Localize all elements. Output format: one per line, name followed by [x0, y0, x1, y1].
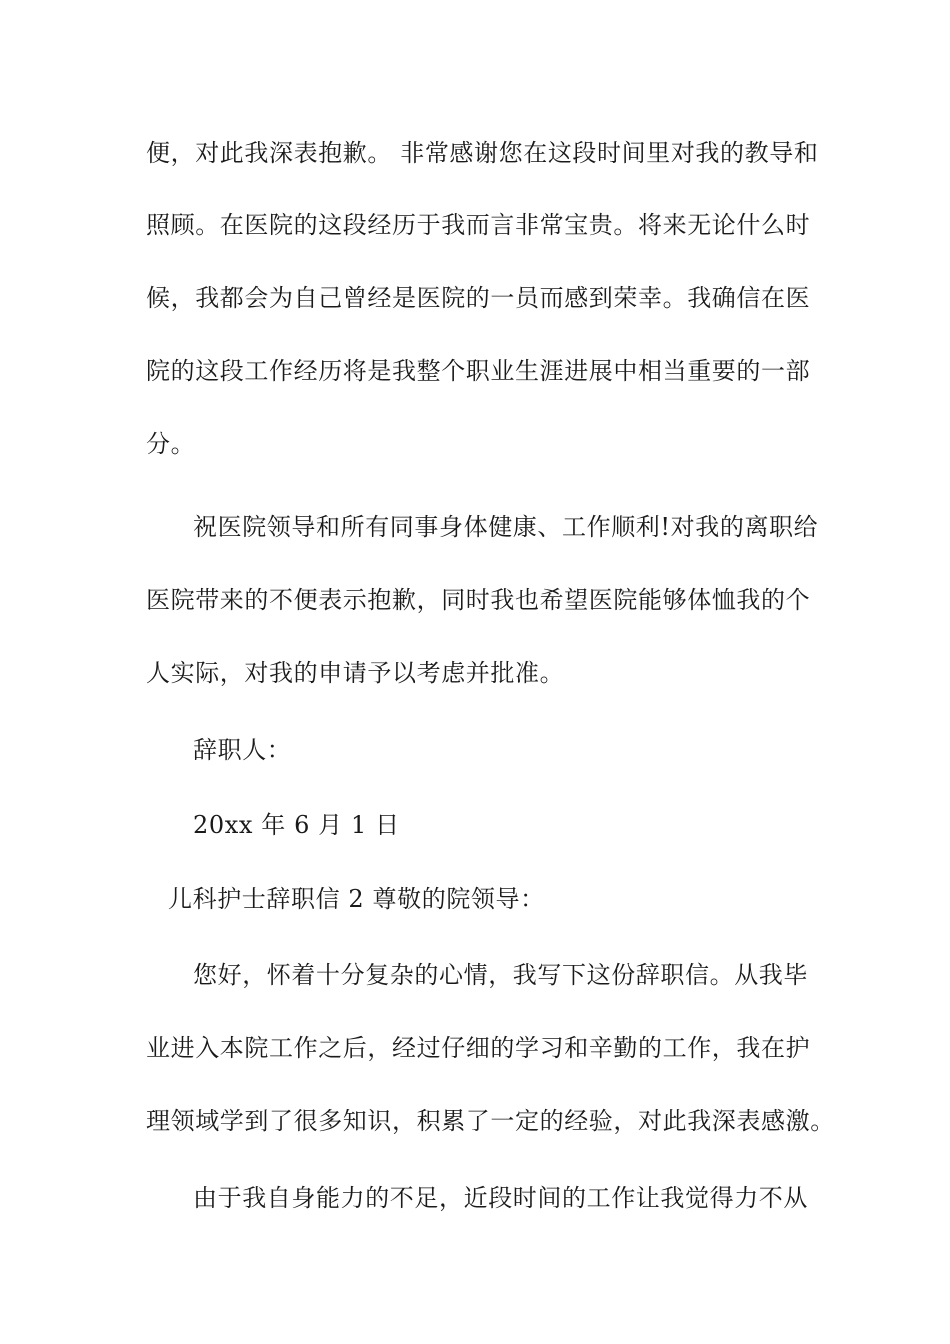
letter-heading: 儿科护士辞职信 2 尊敬的院领导： — [168, 885, 545, 913]
paragraph-line: 理领域学到了很多知识，积累了一定的经验，对此我深表感激。 — [146, 1107, 835, 1135]
paragraph-line: 由于我自身能力的不足，近段时间的工作让我觉得力不从 — [193, 1184, 808, 1212]
paragraph-line: 业进入本院工作之后，经过仔细的学习和辛勤的工作，我在护 — [146, 1034, 811, 1062]
paragraph-line: 祝医院领导和所有同事身体健康、工作顺利!对我的离职给 — [193, 513, 819, 541]
paragraph-line: 照顾。在医院的这段经历于我而言非常宝贵。将来无论什么时 — [146, 211, 811, 239]
paragraph-line: 您好，怀着十分复杂的心情，我写下这份辞职信。从我毕 — [193, 961, 808, 989]
paragraph-line: 人实际，对我的申请予以考虑并批准。 — [146, 659, 565, 687]
signature-date: 20xx 年 6 月 1 日 — [193, 811, 400, 839]
paragraph-line: 候，我都会为自己曾经是医院的一员而感到荣幸。我确信在医 — [146, 284, 811, 312]
paragraph-line: 便，对此我深表抱歉。 非常感谢您在这段时间里对我的教导和 — [146, 139, 819, 167]
paragraph-line: 院的这段工作经历将是我整个职业生涯进展中相当重要的一部 — [146, 357, 811, 385]
paragraph-line: 分。 — [146, 430, 196, 458]
paragraph-line: 医院带来的不便表示抱歉，同时我也希望医院能够体恤我的个 — [146, 586, 811, 614]
signer-label: 辞职人： — [193, 736, 292, 764]
